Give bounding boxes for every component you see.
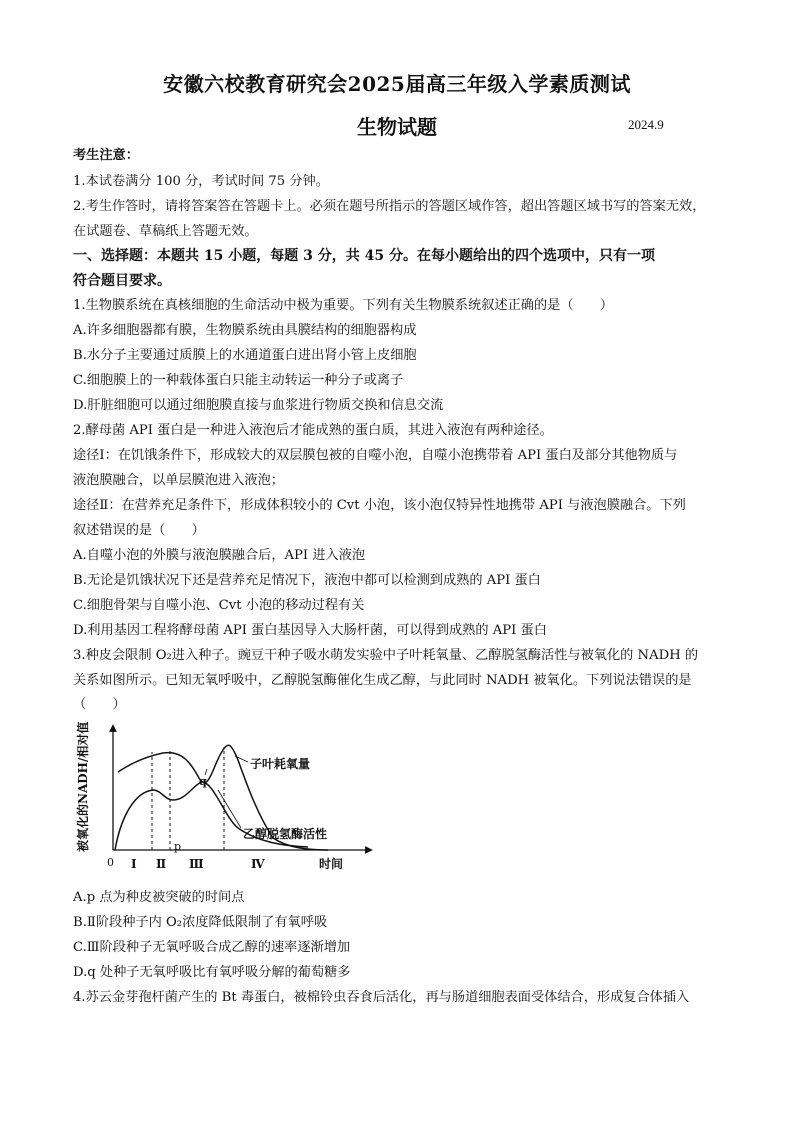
x-axis-label: 时间: [319, 857, 344, 871]
notice-item: 1.本试卷满分 100 分，考试时间 75 分钟。: [73, 174, 329, 189]
stage-label-4: Ⅳ: [251, 857, 265, 871]
stage-label-2: Ⅱ: [156, 857, 167, 871]
q1-option-c: C.细胞膜上的一种载体蛋白只能主动转运一种分子或离子: [73, 373, 404, 388]
subtitle-row: [0, 111, 794, 139]
stage-label-1: Ⅰ: [131, 857, 137, 871]
question-2-stem: 2.酵母菌 API 蛋白是一种进入液泡后才能成熟的蛋白质，其进入液泡有两种途径。: [73, 423, 553, 438]
q1-option-d: D.肝脏细胞可以通过细胞膜直接与血浆进行物质交换和信息交流: [73, 398, 444, 413]
q2-path2: 途径Ⅱ：在营养充足条件下，形成体积较小的 Cvt 小泡，该小泡仅特异性地携带 API 与液泡膜融合。下列: [73, 498, 686, 513]
leader-line: [218, 790, 241, 828]
question-1-stem: 1.生物膜系统在真核细胞的生命活动中极为重要。下列有关生物膜系统叙述正确的是（ ）: [73, 298, 614, 313]
q1-option-a: A.许多细胞器都有膜，生物膜系统由具膜结构的细胞器构成: [73, 323, 417, 338]
q2-option-a: A.自噬小泡的外膜与液泡膜融合后，API 进入液泡: [73, 548, 366, 563]
question-4-stem: 4.苏云金芽孢杆菌产生的 Bt 毒蛋白，被棉铃虫吞食后活化，再与肠道细胞表面受体结合，形成复合体插入: [73, 990, 690, 1005]
q3-option-c: C.Ⅲ阶段种子无氧呼吸合成乙醇的速率逐渐增加: [73, 940, 351, 955]
q3-option-b: B.Ⅱ阶段种子内 O₂浓度降低限制了有氧呼吸: [73, 915, 328, 930]
notice-item: 2.考生作答时，请将答案答在答题卡上。必须在题号所指示的答题区域作答，超出答题区域书写的答案无效，: [73, 199, 706, 214]
point-label-p: p: [174, 840, 182, 853]
stage-label-3: Ⅲ: [189, 857, 204, 871]
exam-subject: 生物试题: [357, 115, 437, 139]
q3-stem-cont: 关系如图所示。已知无氧呼吸中，乙醇脱氢酶催化生成乙醇，与此同时 NADH 被氧化。下列说法错误的是: [73, 673, 692, 688]
q2-option-b: B.无论是饥饿状况下还是营养充足情况下，液泡中都可以检测到成熟的 API 蛋白: [73, 573, 541, 588]
q3-option-a: A.p 点为种皮被突破的时间点: [73, 890, 245, 905]
legend-oxygen: 子叶耗氧量: [250, 757, 311, 771]
q2-path1-cont: 液泡膜融合，以单层膜泡进入液泡；: [73, 473, 284, 488]
exam-date: 2024.9: [628, 117, 664, 132]
q1-option-b: B.水分子主要通过质膜上的水通道蛋白进出肾小管上皮细胞: [73, 348, 417, 363]
section-heading-cont: 符合题目要求。: [73, 273, 171, 289]
y-axis-label: 被氧化的NADH/相对值: [76, 721, 90, 852]
q2-option-d: D.利用基因工程将酵母菌 API 蛋白基因导入大肠杆菌，可以得到成熟的 API 蛋白: [73, 623, 547, 638]
q3-stem-paren: （ ）: [73, 697, 126, 712]
point-label-q: q: [199, 775, 207, 788]
exam-title: 安徽六校教育研究会2025届高三年级入学素质测试: [163, 72, 631, 96]
legend-enzyme: 乙醇脱氢酶活性: [243, 827, 328, 841]
q2-path1: 途径Ⅰ：在饥饿条件下，形成较大的双层膜包被的自噬小泡，自噬小泡携带着 API 蛋白及部分其他物质与: [73, 448, 678, 463]
section-heading: 一、选择题：本题共 15 小题，每题 3 分，共 45 分。在每小题给出的四个选项中，只有一项: [73, 248, 655, 264]
q3-option-d: D.q 处种子无氧呼吸比有氧呼吸分解的葡萄糖多: [73, 965, 351, 980]
notice-item: 在试题卷、草稿纸上答题无效。: [73, 224, 258, 239]
origin-label: 0: [107, 856, 114, 869]
nadh-chart: [73, 720, 373, 880]
notice-heading: 考生注意：: [73, 148, 139, 163]
question-3-stem: 3.种皮会限制 O₂进入种子。豌豆干种子吸水萌发实验中子叶耗氧量、乙醇脱氢酶活性与被氧化的 NADH 的: [73, 648, 699, 663]
q2-option-c: C.细胞骨架与自噬小泡、Cvt 小泡的移动过程有关: [73, 598, 365, 613]
q2-path2-cont: 叙述错误的是（ ）: [73, 523, 205, 538]
